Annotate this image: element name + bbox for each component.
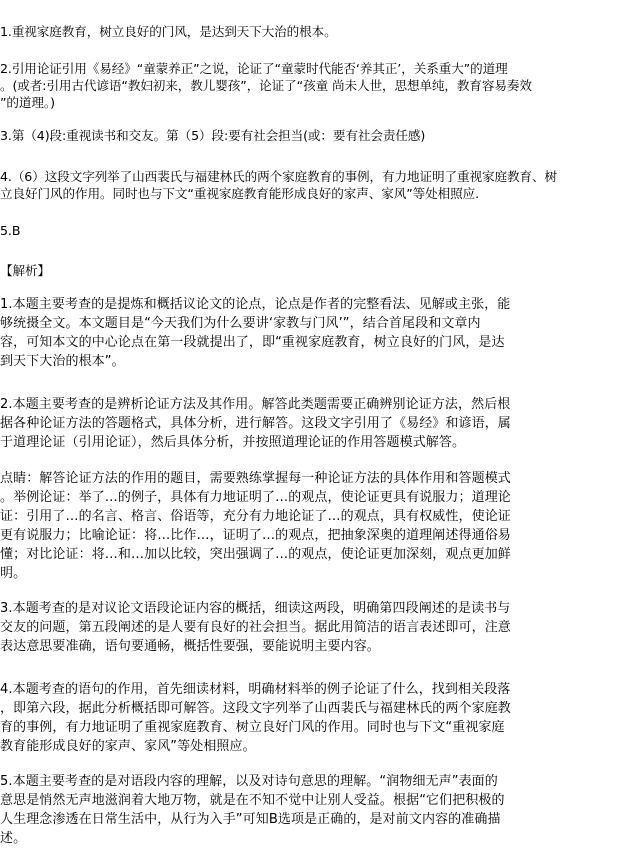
text-line: 教育能形成良好的家声、家风”等处相照应。 xyxy=(0,739,256,754)
text-line: ，即第六段，据此分析概括即可解答。这段文字列举了山西裴氏与福建林氏的两个家庭教 xyxy=(0,701,511,716)
text-line: 述。 xyxy=(0,831,27,846)
text-line: 3.第（4)段:重视读书和交友。第（5）段:要有社会担当(或：要有社会责任感) xyxy=(0,128,426,143)
text-line: 1.本题主要考查的是提炼和概括议论文的论点，论点是作者的完整看法、见解或主张，能 xyxy=(0,297,511,312)
text-line: 据各种论证方法的答题格式，具体分析，进行解答。这段文字引用了《易经》和谚语，属 xyxy=(0,416,511,431)
text-line: 3.本题考查的是对议论文语段论证内容的概括，细读这两段，明确第四段阐述的是读书与 xyxy=(0,601,511,616)
explanation-2 xyxy=(0,395,511,452)
text-line: 立良好门风的作用。同时也与下文“重视家庭教育能形成良好的家声、家风”等处相照应. xyxy=(0,186,480,201)
answer-2 xyxy=(0,60,532,111)
text-line: 育的事例，有力地证明了重视家庭教育、树立良好门风的作用。同时也与下文“重视家庭 xyxy=(0,720,505,735)
tip-paragraph xyxy=(0,469,511,583)
text-line: 2.本题主要考查的是辨析论证方法及其作用。解答此类题需要正确辨别论证方法，然后根 xyxy=(0,397,511,412)
text-line: 更有说服力；比喻论证：将…比作…，证明了…的观点，把抽象深奥的道理阐述得通俗易 xyxy=(0,528,511,543)
text-line: 表达意思要准确，语句要通畅，概括性要强，要能说明主要内容。 xyxy=(0,639,380,654)
explanation-1 xyxy=(0,295,510,371)
answer-3 xyxy=(0,127,425,144)
text-line: 人生理念渗透在日常生活中，从行为入手”可知B选项是正确的，是对前文内容的准确描 xyxy=(0,812,501,827)
text-line: ”的道理。) xyxy=(0,95,55,110)
analysis-heading: 【解析】 xyxy=(0,263,50,278)
text-line: 。举例论证：举了…的例子，具体有力地证明了…的观点，使论证更具有说服力；道理论 xyxy=(0,490,511,505)
text-line: 。(或者:引用古代谚语“教妇初来，教儿婴孩”，论证了“孩童 尚未人世，思想单纯，教育容易奏效 xyxy=(0,78,532,93)
text-line: 明。 xyxy=(0,566,27,581)
explanation-5 xyxy=(0,772,505,848)
text-line: 到天下大治的根本”。 xyxy=(0,354,125,369)
text-line: 4.（6）这段文字列举了山西裴氏与福建林氏的两个家庭教育的事例，有力地证明了重视家庭教育、树 xyxy=(0,169,557,184)
text-line: 1.重视家庭教育，树立良好的门风，是达到天下大治的根本。 xyxy=(0,24,337,39)
text-line: 够统摄全文。本文题目是“今天我们为什么要讲‘家教与门风’”，结合首尾段和文章内 xyxy=(0,316,481,331)
text-line: 懂；对比论证：将…和…加以比较，突出强调了…的观点，使论证更加深刻，观点更加鲜 xyxy=(0,547,511,562)
text-line: 交友的问题，第五段阐述的是人要有良好的社会担当。据此用简洁的语言表述即可，注意 xyxy=(0,620,511,635)
text-line: 4.本题考查的语句的作用，首先细读材料，明确材料举的例子论证了什么，找到相关段落 xyxy=(0,682,511,697)
text-line: 点睛：解答论证方法的作用的题目，需要熟练掌握每一种论证方法的具体作用和答题模式 xyxy=(0,471,511,486)
text-line: 意思是悄然无声地滋润着大地万物，就是在不知不觉中让别人受益。根据“它们把积极的 xyxy=(0,793,505,808)
text-line: 容，可知本文的中心论点在第一段就提出了，即“重视家庭教育，树立良好的门风，是达 xyxy=(0,335,505,350)
answer-1 xyxy=(0,23,337,40)
answer-5 xyxy=(0,222,20,239)
text-line: 2.引用论证引用《易经》“童蒙养正”之说，论证了“童蒙时代能否‘养其正’，关系重大”的道理 xyxy=(0,61,508,76)
explanation-3 xyxy=(0,599,511,656)
explanation-4 xyxy=(0,680,511,756)
text-line: 5.本题主要考查的是对语段内容的理解，以及对诗句意思的理解。“润物细无声”表面的 xyxy=(0,774,498,789)
text-line: 于道理论证（引用论证），然后具体分析，并按照道理论证的作用答题模式解答。 xyxy=(0,435,466,450)
text-line: 5.B xyxy=(0,223,21,238)
text-line: 证：引用了…的名言、格言、俗语等，充分有力地论证了…的观点，具有权威性，使论证 xyxy=(0,509,511,524)
answer-4 xyxy=(0,168,557,202)
